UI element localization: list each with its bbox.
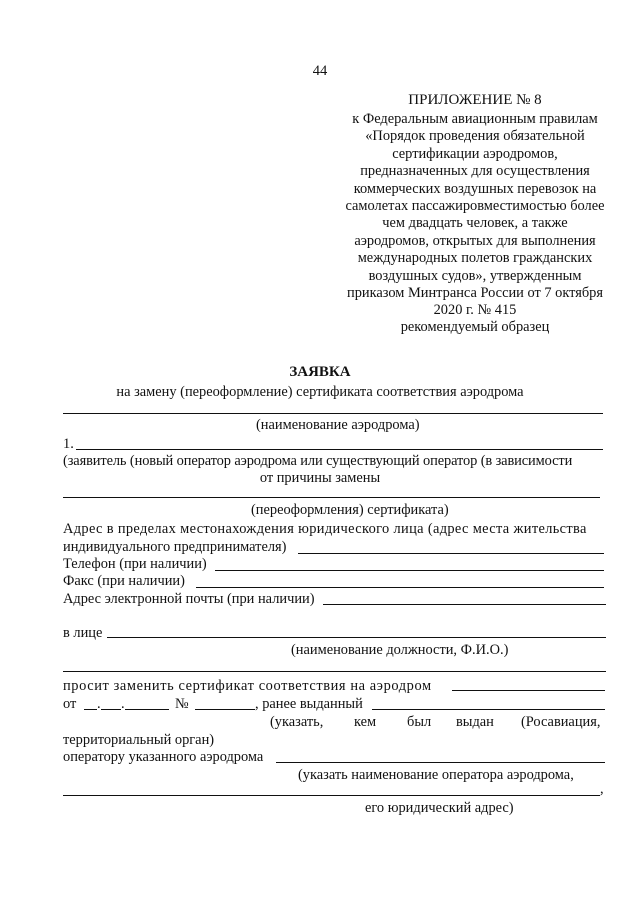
aerodrome-name-line[interactable] — [63, 413, 603, 414]
date-year-line[interactable] — [125, 709, 169, 710]
form-title: ЗАЯВКА — [289, 364, 351, 380]
date-sep-2: . — [121, 696, 125, 712]
address-label-2: индивидуального предпринимателя) — [63, 539, 287, 555]
issuer-hint-line-2: территориальный орган) — [63, 732, 215, 748]
person-hint: (наименование должности, Ф.И.О.) — [291, 642, 509, 658]
applicant-line[interactable] — [76, 449, 603, 450]
appendix-line: к Федеральным авиационным правилам — [352, 111, 598, 127]
phone-line[interactable] — [215, 570, 604, 571]
issuer-hint-word-4: выдан — [456, 714, 494, 730]
operator-hint: (указать наименование оператора аэродрома, — [298, 767, 574, 783]
person-line[interactable] — [107, 637, 606, 638]
email-line[interactable] — [323, 604, 606, 605]
request-aerodrome-line[interactable] — [452, 690, 605, 691]
appendix-line: международных полетов гражданских — [357, 250, 593, 267]
appendix-line: предназначенных для осуществления — [360, 163, 590, 180]
issued-label: , ранее выданный — [255, 696, 363, 712]
appendix-line: «Порядок проведения обязательной — [365, 128, 585, 145]
reissue-line[interactable] — [63, 497, 600, 498]
appendix-line: воздушных судов», утвержденным — [368, 267, 582, 284]
issuer-hint-word-3: был — [407, 714, 432, 730]
number-line[interactable] — [195, 709, 255, 710]
aerodrome-name-hint: (наименование аэродрома) — [256, 417, 420, 433]
date-sep-1: . — [97, 696, 101, 712]
appendix-line: приказом Минтранса России от 7 октября — [347, 285, 603, 301]
address-line[interactable] — [298, 553, 604, 554]
appendix-line: чем двадцать человек, а также — [382, 215, 568, 232]
request-label: просит заменить сертификат соответствия на аэродром — [63, 678, 432, 694]
date-month-line[interactable] — [101, 709, 121, 710]
issuer-hint-word-5: (Росавиация, — [521, 714, 601, 730]
issuer-hint-word-1: (указать, — [270, 714, 324, 730]
person-label: в лице — [63, 625, 103, 641]
operator-label: оператору указанного аэродрома — [63, 749, 264, 765]
operator-address-line[interactable] — [63, 795, 600, 796]
email-label: Адрес электронной почты (при наличии) — [63, 591, 315, 607]
appendix-line: самолетах пассажировместимостью более — [345, 198, 605, 214]
form-subtitle: на замену (переоформление) сертификата соответствия аэродрома — [116, 384, 524, 400]
fax-label: Факс (при наличии) — [63, 573, 185, 589]
number-label: № — [175, 696, 189, 712]
date-day-line[interactable] — [84, 709, 97, 710]
operator-line[interactable] — [276, 762, 605, 763]
applicant-hint-1: (заявитель (новый оператор аэродрома или существующий оператор (в зависимости — [63, 453, 573, 469]
legal-address-hint: его юридический адрес) — [365, 800, 514, 816]
appendix-line: коммерческих воздушных перевозок на — [353, 180, 597, 197]
trailing-comma: , — [600, 781, 604, 797]
fax-line[interactable] — [196, 587, 604, 588]
issued-line[interactable] — [372, 709, 605, 710]
sample-note: рекомендуемый образец — [400, 319, 550, 335]
appendix-title: ПРИЛОЖЕНИЕ № 8 — [408, 92, 542, 108]
appendix-line: аэродромов, открытых для выполнения — [354, 232, 596, 249]
blank-line[interactable] — [63, 671, 606, 672]
reissue-hint: (переоформления) сертификата) — [251, 502, 449, 518]
issuer-hint-word-2: кем — [354, 714, 377, 730]
appendix-line: 2020 г. № 415 — [433, 302, 517, 319]
applicant-hint-2: от причины замены — [259, 470, 381, 486]
from-label: от — [63, 696, 77, 712]
appendix-line: сертификации аэродромов, — [392, 145, 558, 162]
page-number: 44 — [312, 63, 328, 79]
address-label-1: Адрес в пределах местонахождения юридического лица (адрес места жительства — [63, 521, 587, 537]
item-number: 1. — [63, 436, 74, 452]
phone-label: Телефон (при наличии) — [63, 556, 207, 572]
